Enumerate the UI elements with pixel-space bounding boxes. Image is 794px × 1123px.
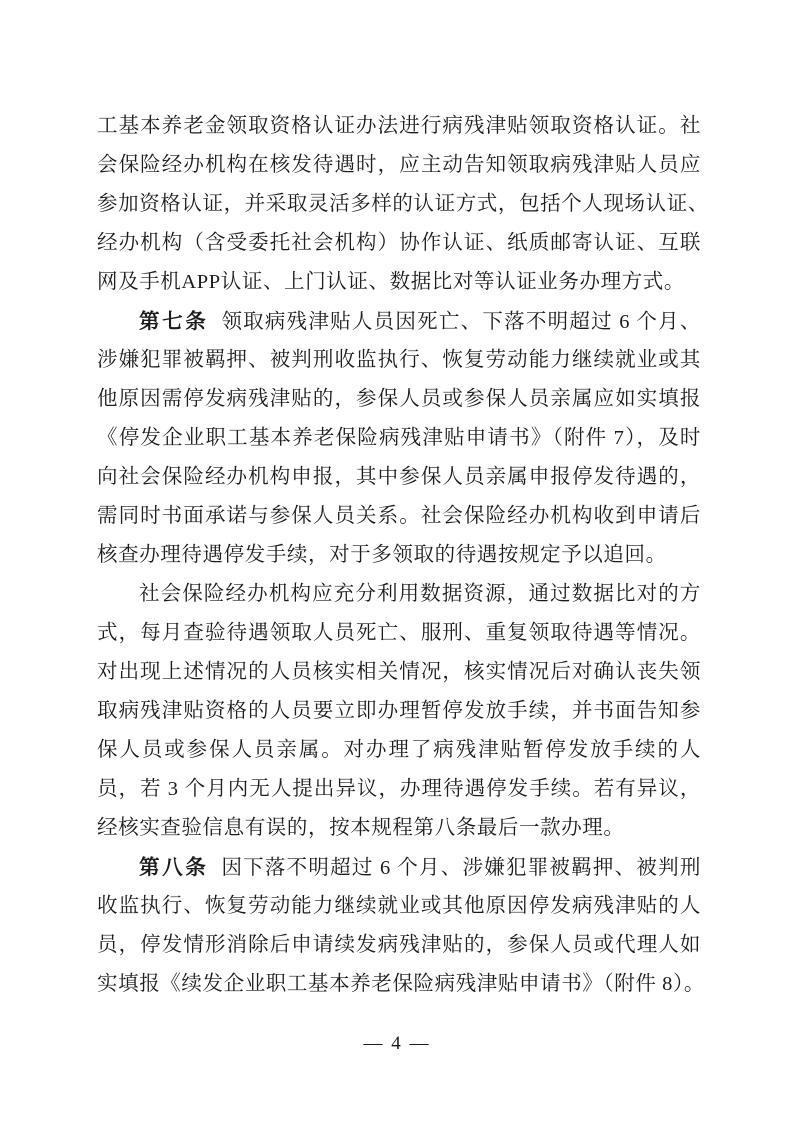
document-line [97, 419, 701, 458]
document-line [97, 146, 701, 185]
line-text: 因下落不明超过 6 个月、涉嫌犯罪被羁押、被判刑 [221, 857, 701, 879]
article-number: 第八条 [139, 856, 209, 879]
line-text: 实填报《续发企业职工基本养老保险病残津贴申请书》（附件 8）。 [97, 973, 705, 995]
line-text: 涉嫌犯罪被羁押、被判刑收监执行、恢复劳动能力继续就业或其 [97, 349, 701, 371]
line-text: 取病残津贴资格的人员要立即办理暂停发放手续，并书面告知参 [97, 700, 701, 722]
document-line [97, 926, 701, 965]
document-line [97, 107, 701, 146]
article-number: 第七条 [139, 310, 209, 333]
line-text: 向社会保险经办机构申报，其中参保人员亲属申报停发待遇的， [97, 466, 701, 488]
line-text: 核查办理待遇停发手续，对于多领取的待遇按规定予以追回。 [97, 544, 667, 566]
document-line [97, 653, 701, 692]
page-footer [0, 1033, 794, 1055]
document-line [97, 302, 701, 341]
line-text: 保人员或参保人员亲属。对办理了病残津贴暂停发放手续的人 [97, 739, 701, 761]
line-text: 经核实查验信息有误的，按本规程第八条最后一款办理。 [97, 817, 625, 839]
document-line [97, 692, 701, 731]
document-line [97, 887, 701, 926]
document-line [97, 458, 701, 497]
paragraph [97, 575, 701, 848]
line-text: 会保险经办机构在核发待遇时，应主动告知领取病残津贴人员应 [97, 154, 701, 176]
line-text: 式，每月查验待遇领取人员死亡、服刑、重复领取待遇等情况。 [97, 622, 701, 644]
line-text: 领取病残津贴人员因死亡、下落不明超过 6 个月、 [221, 311, 701, 333]
document-line [97, 809, 701, 848]
document-line [97, 614, 701, 653]
line-text: 对出现上述情况的人员核实相关情况，核实情况后对确认丧失领 [97, 661, 701, 683]
document-body [97, 107, 709, 1004]
document-line [97, 341, 701, 380]
line-text: 社会保险经办机构应充分利用数据资源，通过数据比对的方 [139, 583, 701, 605]
line-text: 员，若 3 个月内无人提出异议，办理待遇停发手续。若有异议， [97, 778, 701, 800]
document-line [97, 497, 701, 536]
line-text: 《停发企业职工基本养老保险病残津贴申请书》（附件 7），及时 [97, 427, 701, 449]
line-text: 收监执行、恢复劳动能力继续就业或其他原因停发病残津贴的人 [97, 895, 701, 917]
document-line [97, 263, 701, 302]
document-line [97, 731, 701, 770]
line-text: 员，停发情形消除后申请续发病残津贴的，参保人员或代理人如 [97, 934, 701, 956]
line-text: 参加资格认证，并采取灵活多样的认证方式，包括个人现场认证、 [97, 193, 709, 215]
document-line [97, 770, 701, 809]
document-line [97, 848, 701, 887]
paragraph [97, 107, 709, 302]
document-line [97, 575, 701, 614]
line-text: 需同时书面承诺与参保人员关系。社会保险经办机构收到申请后 [97, 505, 701, 527]
line-text: 他原因需停发病残津贴的，参保人员或参保人员亲属应如实填报 [97, 388, 701, 410]
document-line [97, 965, 705, 1004]
paragraph [97, 302, 701, 575]
line-text: 工基本养老金领取资格认证办法进行病残津贴领取资格认证。社 [97, 115, 701, 137]
document-line [97, 536, 701, 575]
document-line [97, 185, 709, 224]
line-text: 网及手机APP认证、上门认证、数据比对等认证业务办理方式。 [97, 271, 686, 293]
document-line [97, 224, 701, 263]
paragraph [97, 848, 705, 1004]
document-line [97, 380, 701, 419]
page-number: — 4 — [363, 1033, 431, 1054]
line-text: 经办机构（含受委托社会机构）协作认证、纸质邮寄认证、互联 [97, 232, 701, 254]
